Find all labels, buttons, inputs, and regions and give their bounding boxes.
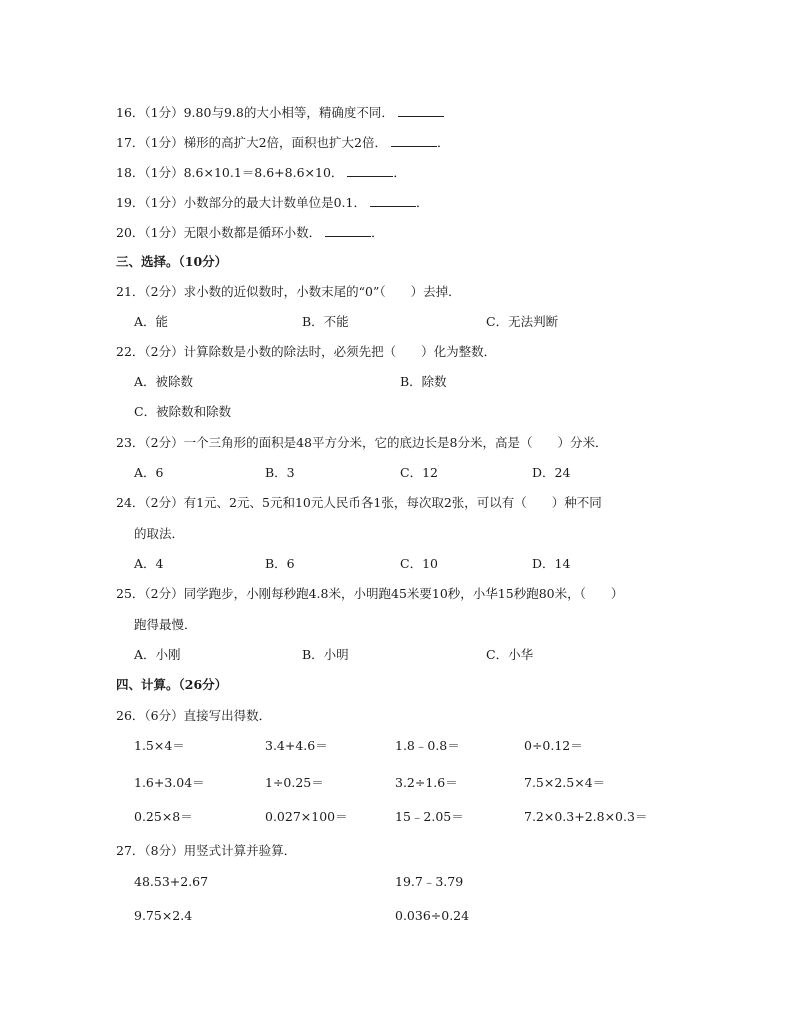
option-c[interactable]: C．无法判断 xyxy=(486,314,559,329)
calc-item: 1.6+3.04＝ xyxy=(134,775,205,790)
question-text: 18．（1分）8.6×10.1＝8.6+8.6×10． xyxy=(116,165,344,180)
question-text: 17．（1分）梯形的高扩大2倍，面积也扩大2倍． xyxy=(116,135,388,150)
question-16 xyxy=(116,104,444,121)
option-b[interactable]: B．3 xyxy=(265,465,295,480)
option-a[interactable]: A．小刚 xyxy=(134,647,181,662)
option-b[interactable]: B．除数 xyxy=(400,374,447,389)
option-d[interactable]: D．24 xyxy=(532,465,571,480)
calc-item: 0.25×8＝ xyxy=(134,809,193,824)
question-21: 21．（2分）求小数的近似数时，小数末尾的“0”（ ）去掉． xyxy=(116,284,461,299)
question-25: 25．（2分）同学跑步，小刚每秒跑4.8米，小明跑45米要10秒，小华15秒跑80米，（ ） xyxy=(116,586,624,601)
option-a[interactable]: A．6 xyxy=(134,465,164,480)
question-17: 17．（1分）梯形的高扩大2倍，面积也扩大2倍． ． xyxy=(116,135,450,150)
answer-blank[interactable] xyxy=(391,134,437,147)
question-text: 16．（1分）9.80与9.8的大小相等，精确度不同． xyxy=(116,105,394,120)
question-18: 18．（1分）8.6×10.1＝8.6+8.6×10． ． xyxy=(116,165,406,180)
question-24: 24．（2分）有1元、2元、5元和10元人民币各1张，每次取2张，可以有（ ）种不同 xyxy=(116,495,602,510)
answer-blank[interactable] xyxy=(370,194,416,207)
calc-item: 3.2÷1.6＝ xyxy=(395,775,458,790)
section-heading-calculation: 四、计算。（26分） xyxy=(116,677,228,692)
calc-item: 1.8﹣0.8＝ xyxy=(395,738,460,753)
question-text: 20．（1分）无限小数都是循环小数． xyxy=(116,225,322,240)
question-24-continued: 的取法． xyxy=(134,526,185,541)
answer-blank[interactable] xyxy=(325,224,371,237)
calc-item: 0.027×100＝ xyxy=(265,809,348,824)
option-b[interactable]: B．小明 xyxy=(302,647,349,662)
calc-item: 0÷0.12＝ xyxy=(524,738,583,753)
question-20: 20．（1分）无限小数都是循环小数． ． xyxy=(116,225,384,240)
question-text: 19．（1分）小数部分的最大计数单位是0.1． xyxy=(116,195,366,210)
question-22: 22．（2分）计算除数是小数的除法时，必须先把（ ）化为整数． xyxy=(116,344,497,359)
question-26: 26．（6分）直接写出得数． xyxy=(116,708,272,723)
option-c[interactable]: C．被除数和除数 xyxy=(134,404,232,419)
option-c[interactable]: C．10 xyxy=(400,556,438,571)
question-25-continued: 跑得最慢． xyxy=(134,617,197,632)
answer-blank[interactable] xyxy=(347,164,393,177)
question-27: 27．（8分）用竖式计算并验算． xyxy=(116,843,297,858)
vertical-calc-item: 48.53+2.67 xyxy=(134,874,209,889)
vertical-calc-item: 0.036÷0.24 xyxy=(395,908,470,923)
option-b[interactable]: B．6 xyxy=(265,556,295,571)
question-19: 19．（1分）小数部分的最大计数单位是0.1． ． xyxy=(116,195,429,210)
calc-item: 15﹣2.05＝ xyxy=(395,809,464,824)
vertical-calc-item: 19.7﹣3.79 xyxy=(395,874,464,889)
option-b[interactable]: B．不能 xyxy=(302,314,349,329)
option-c[interactable]: C．小华 xyxy=(486,647,534,662)
section-heading-choice: 三、选择。（10分） xyxy=(116,254,228,269)
question-23: 23．（2分）一个三角形的面积是48平方分米，它的底边长是8分米，高是（ ）分米． xyxy=(116,435,608,450)
calc-item: 1÷0.25＝ xyxy=(265,775,324,790)
vertical-calc-item: 9.75×2.4 xyxy=(134,908,193,923)
answer-blank[interactable] xyxy=(398,104,444,117)
calc-item: 1.5×4＝ xyxy=(134,738,185,753)
calc-item: 7.2×0.3+2.8×0.3＝ xyxy=(524,809,648,824)
option-a[interactable]: A．能 xyxy=(134,314,169,329)
option-a[interactable]: A．4 xyxy=(134,556,164,571)
calc-item: 3.4+4.6＝ xyxy=(265,738,328,753)
option-d[interactable]: D．14 xyxy=(532,556,571,571)
option-a[interactable]: A．被除数 xyxy=(134,374,194,389)
calc-item: 7.5×2.5×4＝ xyxy=(524,775,606,790)
option-c[interactable]: C．12 xyxy=(400,465,438,480)
